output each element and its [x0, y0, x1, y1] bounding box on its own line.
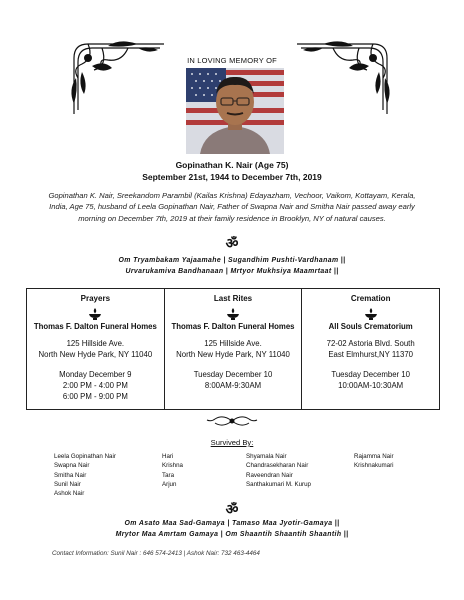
- event-time-1: 2:00 PM - 4:00 PM: [62, 380, 128, 390]
- event-last-rites: [164, 289, 302, 409]
- event-title: Last Rites: [213, 294, 253, 303]
- survived-by-title: Survived By:: [210, 438, 254, 447]
- mantra-bottom-line-1: Om Asato Maa Sad-Gamaya | Tamaso Maa Jyotir-Gamaya ||: [124, 520, 340, 527]
- mantra-top: [0, 256, 464, 277]
- survivor-name: Hari: [162, 453, 174, 460]
- event-address-line-2: North New Hyde Park, NY 11040: [38, 349, 153, 359]
- event-title: Prayers: [80, 294, 111, 303]
- oil-lamp-icon: [364, 308, 378, 320]
- corner-flourish-left-icon: [68, 38, 168, 116]
- corner-flourish-right-icon: [293, 38, 393, 116]
- event-time-1: 8:00AM-9:30AM: [204, 380, 262, 390]
- event-address-line-1: 72-02 Astoria Blvd. South: [326, 339, 415, 349]
- survivor-name: Santhakumari M. Kurup: [246, 480, 311, 488]
- event-address-line-1: 125 Hillside Ave.: [204, 339, 262, 349]
- memorial-title: IN LOVING MEMORY OF: [187, 56, 277, 65]
- event-address-line-2: North New Hyde Park, NY 11040: [176, 349, 290, 359]
- survivor-name: Rajamma Nair: [354, 453, 394, 460]
- event-cremation: [301, 289, 439, 409]
- event-date: Monday December 9: [59, 370, 132, 380]
- survivors-column-4: [354, 452, 394, 471]
- survivor-name: Smitha Nair: [54, 471, 87, 479]
- contact-information: Contact Information: Sunil Nair : 646 574-2413 | Ashok Nair: 732 463-4464: [52, 550, 260, 557]
- mantra-bottom: [0, 518, 464, 540]
- event-title: Cremation: [350, 294, 391, 303]
- deceased-name: Gopinathan K. Nair (Age 75): [175, 160, 289, 170]
- event-address-line-2: East Elmhurst,NY 11370: [328, 349, 413, 359]
- survivor-name: Sunil Nair: [54, 480, 81, 488]
- life-dates: September 21st, 1944 to December 7th, 2019: [142, 172, 322, 182]
- oil-lamp-icon: [226, 308, 240, 320]
- survivors-column-3: [246, 452, 311, 489]
- survivor-name: Swapna Nair: [54, 462, 90, 470]
- survivor-name: Krishnakumari: [354, 462, 394, 470]
- oil-lamp-icon: [88, 308, 102, 320]
- survivors-column-1: [54, 452, 116, 498]
- portrait-photo: [186, 68, 284, 154]
- event-venue: Thomas F. Dalton Funeral Homes: [33, 321, 157, 331]
- event-venue: All Souls Crematorium: [328, 321, 413, 331]
- divider-flourish-icon: [205, 414, 259, 428]
- events-table: [26, 288, 440, 410]
- survivors-column-2: [162, 452, 183, 489]
- mantra-bottom-line-2: Mrytor Maa Amrtam Gamaya | Om Shaantih Shaantih Shaantih ||: [115, 531, 349, 538]
- survivor-name: Leela Gopinathan Nair: [54, 453, 116, 460]
- om-symbol-bottom-icon: ॐ: [225, 502, 239, 518]
- event-venue: Thomas F. Dalton Funeral Homes: [171, 321, 295, 331]
- event-date: Tuesday December 10: [193, 370, 273, 380]
- survivor-name: Tara: [162, 471, 175, 479]
- event-time-2: 6:00 PM - 9:00 PM: [62, 391, 128, 401]
- mantra-top-line-1: Om Tryambakam Yajaamahe | Sugandhim Pushti-Vardhanam ||: [118, 257, 346, 264]
- obituary-text: Gopinathan K. Nair, Sreekandom Parambil (Kailas Krishna) Edayazham, Vechoor, Vaikom, Kottayam, Kerala, India, Age 75, husband of Leela Gopinathan Nair, Father of Swapna Nair and Smitha Nair passed away early morning on December 7th, 2019 at their family residence in Brooklyn, NY of natural causes.: [48, 191, 416, 223]
- survivor-name: Krishna: [162, 462, 183, 470]
- event-address-line-1: 125 Hillside Ave.: [66, 339, 125, 349]
- survivor-name: Ashok Nair: [54, 490, 85, 498]
- survivor-name: Arjun: [162, 480, 177, 488]
- om-symbol-top-icon: ॐ: [225, 236, 239, 252]
- survivor-name: Shyamala Nair: [246, 453, 287, 460]
- mantra-top-line-2: Urvarukamiva Bandhanaan | Mrtyor Mukhsiya Maamrtaat ||: [125, 267, 339, 275]
- event-date: Tuesday December 10: [331, 370, 410, 380]
- event-prayers: [27, 289, 164, 409]
- survivor-name: Raveendran Nair: [246, 471, 293, 479]
- survivor-name: Chandrasekharan Nair: [246, 462, 309, 470]
- event-time-1: 10:00AM-10:30AM: [338, 380, 404, 390]
- portrait-image: [186, 68, 284, 154]
